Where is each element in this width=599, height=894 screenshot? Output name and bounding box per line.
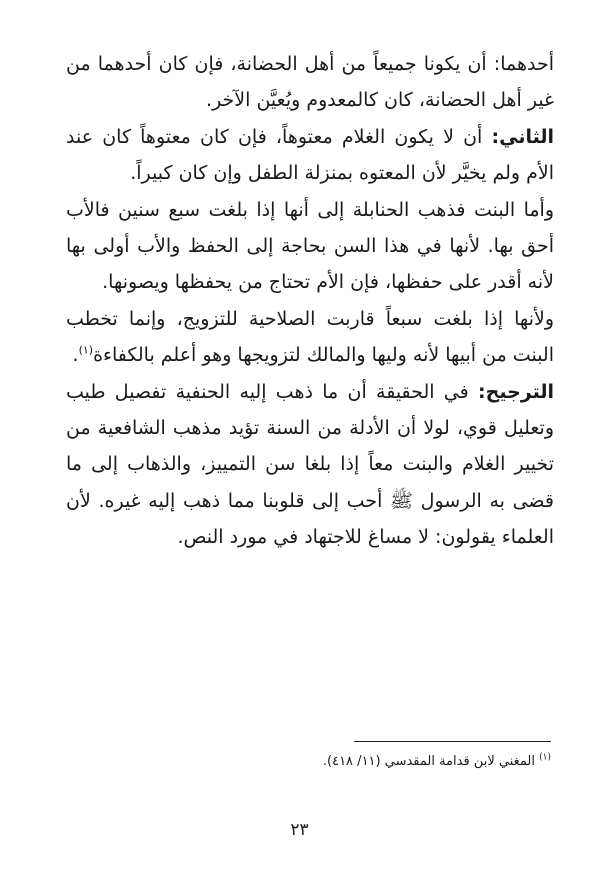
footnote-text: المغني لابن قدامة المقدسي (١١/ ٤١٨). [322,754,540,769]
paragraph-marriage [66,301,554,374]
paragraph-end: . [72,344,79,367]
main-text [66,46,554,556]
paragraph-preference [66,374,554,556]
paragraph-text: أحدهما: أن يكونا جميعاً من أهل الحضانة، فإن كان أحدهما من غير أهل الحضانة، كان كالمعدوم ويُعيَّن الآخر. [66,53,554,112]
paragraph-daughter [66,192,554,301]
paragraph-text: وأما البنت فذهب الحنابلة إلى أنها إذا بلغت سبع سنين فالأب أحق بها. لأنها في هذا السن بحاجة إلى الحفظ والأب أولى بها لأنه أقدر على حفظها، فإن الأم تحتاج من يحفظها ويصونها. [66,198,554,294]
paragraph-first-condition [66,46,554,119]
page-number: ٢٣ [290,820,309,840]
paragraph-text: أن لا يكون الغلام معتوهاً، فإن كان معتوهاً كان عند الأم ولم يخيَّر لأن المعتوه بمنزلة الطفل وإن كان كبيراً. [66,125,554,185]
footnote-marker: (١) [539,752,551,763]
footnote-reference[interactable]: (١) [78,343,94,357]
paragraph-lead: الثاني: [491,125,554,148]
paragraph-text: ولأنها إذا بلغت سبعاً قاربت الصلاحية للتزويج، وإنما تخطب البنت من أبيها لأنه وليها والمالك لتزويجها وهو أعلم بالكفاءة [66,307,554,367]
paragraph-lead: الترجيح: [478,380,554,403]
paragraph-second-condition [66,119,554,192]
footnote-divider [354,741,551,742]
paragraph-text: في الحقيقة أن ما ذهب إليه الحنفية تفصيل طيب وتعليل قوي، لولا أن الأدلة من السنة تؤيد مذهب الشافعية من تخيير الغلام والبنت معاً إذا بلغا سن التمييز، والذهاب إلى ما قضى به الرسول ﷺ أحب إلى قلوبنا مما ذهب إليه غيره. لأن العلماء يقولون: لا مساغ للاجتهاد في مورد النص. [66,380,554,549]
footnote [323,752,551,772]
